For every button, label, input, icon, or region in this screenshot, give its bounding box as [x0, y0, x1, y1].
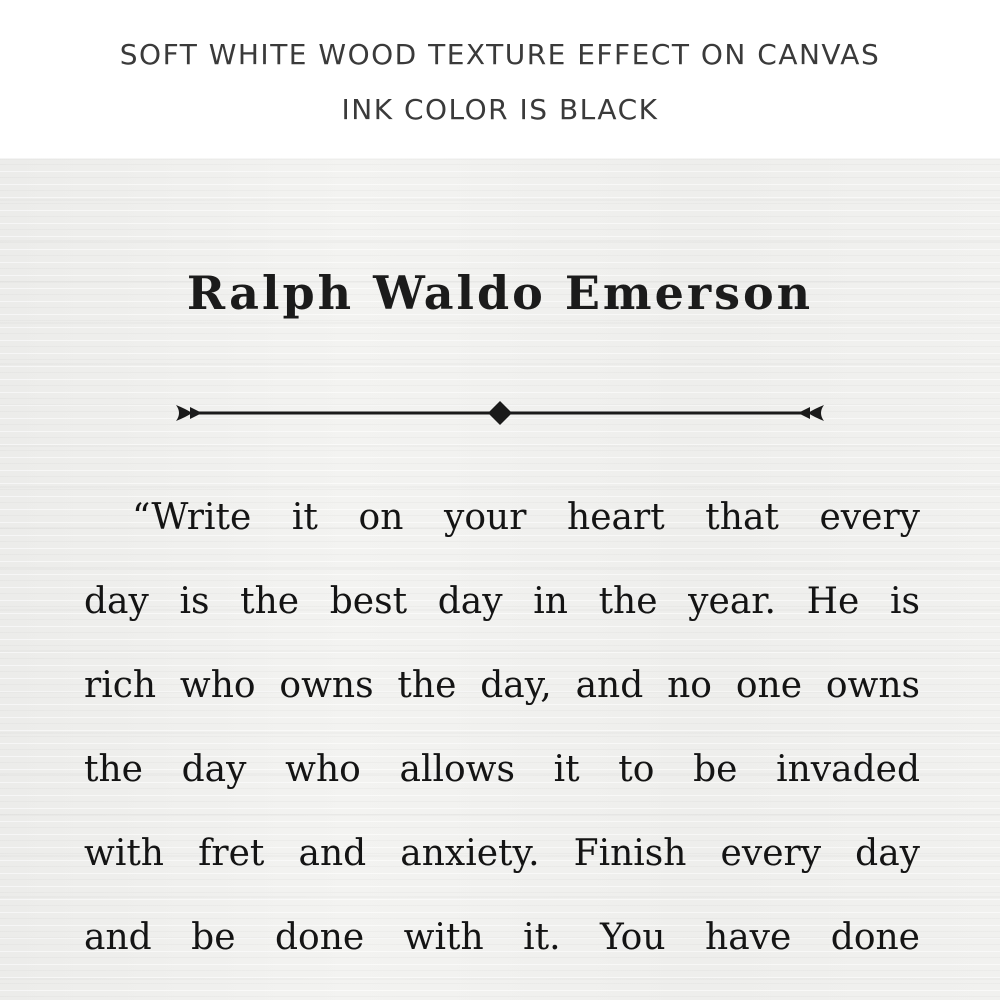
wood-texture-canvas — [0, 158, 1000, 1000]
quote-line: with fret and anxiety. Finish every day — [84, 833, 920, 874]
quote-line: day is the best day in the year. He is — [84, 581, 920, 622]
quote-text — [84, 476, 920, 980]
ornamental-divider-icon — [170, 396, 830, 430]
product-notes-header — [0, 0, 1000, 158]
ink-color-note: INK COLOR IS BLACK — [341, 93, 659, 126]
author-title: Ralph Waldo Emerson — [186, 266, 814, 320]
quote-line: the day who allows it to be invaded — [84, 749, 920, 790]
quote-line: and be done with it. You have done — [84, 917, 920, 958]
texture-note: SOFT WHITE WOOD TEXTURE EFFECT ON CANVAS — [119, 38, 881, 71]
quote-line: rich who owns the day, and no one owns — [84, 665, 920, 706]
quote-line: “Write it on your heart that every — [132, 497, 920, 538]
